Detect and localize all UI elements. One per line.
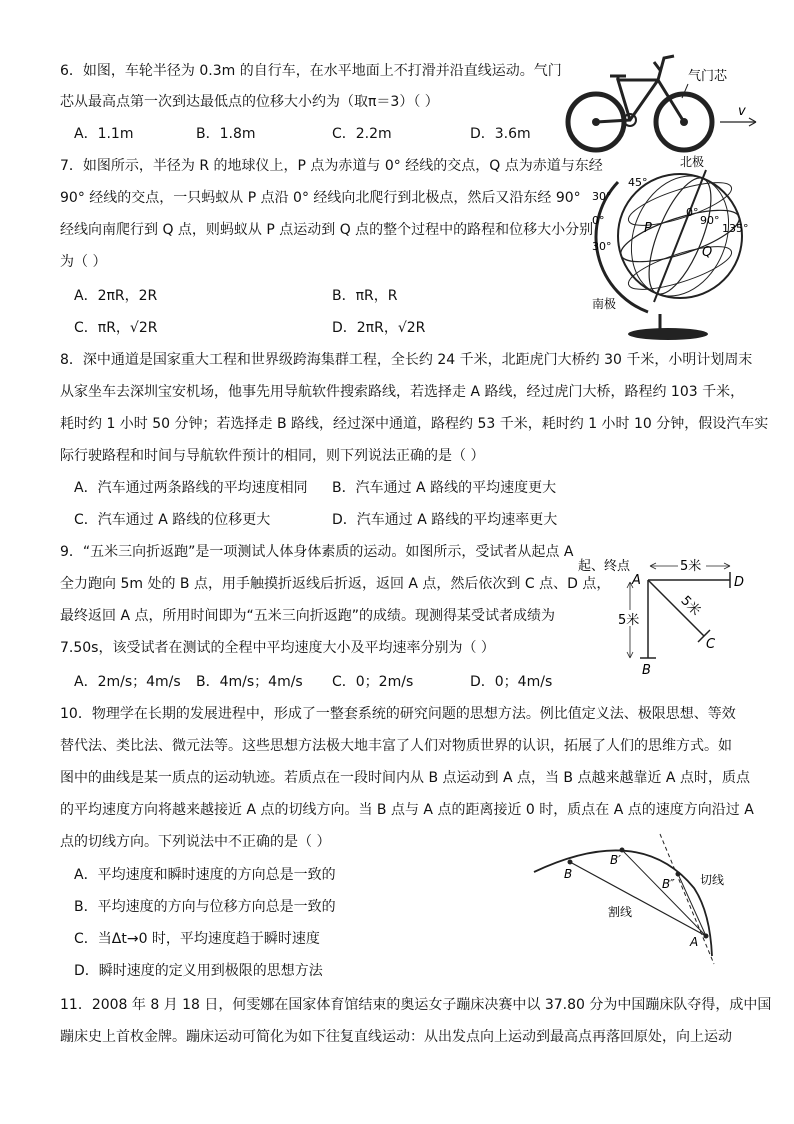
trajectory-figure: [530, 830, 760, 970]
q9-stem-line-4: 7.50s，该受试者在测试的全程中平均速度大小及平均速率分别为（ ）: [60, 640, 495, 656]
point-p-label: P: [644, 221, 652, 236]
lon-0-label: 0°: [686, 206, 699, 219]
q6-option-d[interactable]: D．3.6m: [470, 126, 531, 142]
point-a-label: A: [690, 935, 699, 949]
q8-stem-line-3: 耗时约 1 小时 50 分钟；若选择走 B 路线，经过深中通道，路程约 53 千米，耗时约 1 小时 10 分钟，假设汽车实: [60, 416, 769, 432]
q8-option-d[interactable]: D．汽车通过 A 路线的平均速率更大: [332, 512, 558, 528]
tangent-label: 切线: [700, 873, 725, 887]
lat-0-label: 0°: [592, 214, 605, 227]
lat-30-south-label: 30°: [592, 240, 612, 253]
q6-stem-line-1: 6．如图，车轮半径为 0.3m 的自行车，在水平地面上不打滑并沿直线运动。气门: [60, 63, 562, 79]
valve-label: 气门芯: [688, 69, 728, 84]
length-ab-label: 5米: [618, 613, 640, 628]
q8-stem-line-2: 从家坐车去深圳宝安机场，他事先用导航软件搜索路线，若选择走 A 路线，经过虎门大桥，路程约 103 千米，: [60, 384, 745, 400]
q10-stem-line-2: 替代法、类比法、微元法等。这些思想方法极大地丰富了人们对物质世界的认识，拓展了人们的思维方式。如: [60, 738, 732, 754]
q8-option-a[interactable]: A．汽车通过两条路线的平均速度相同: [74, 480, 308, 496]
tangent-line: [660, 834, 714, 964]
q9-stem-line-1: 9．“五米三向折返跑”是一项测试人体身体素质的运动。如图所示，受试者从起点 A: [60, 544, 574, 560]
point-d-label: D: [734, 575, 745, 590]
q10-option-c[interactable]: C．当Δt→0 时，平均速度趋于瞬时速度: [74, 931, 320, 947]
north-pole-label: 北极: [680, 155, 705, 169]
q8-option-b[interactable]: B．汽车通过 A 路线的平均速度更大: [332, 480, 557, 496]
q11-stem-line-2: 蹦床史上首枚金牌。蹦床运动可简化为如下往复直线运动：从出发点向上运动到最高点再落回原处，向上运动: [60, 1029, 732, 1045]
point-b-prime-label: B′: [610, 853, 621, 867]
q10-stem-line-4: 的平均速度方向将越来越接近 A 点的切线方向。当 B 点与 A 点的距离接近 0 时，质点在 A 点的速度方向沿过 A: [60, 802, 754, 818]
secant-b-a: [570, 862, 706, 936]
q6-option-c[interactable]: C．2.2m: [332, 126, 392, 142]
q6-option-a[interactable]: A．1.1m: [74, 126, 134, 142]
point-b-label: B: [564, 867, 573, 881]
south-pole-label: 南极: [592, 297, 617, 311]
q10-stem-line-5: 点的切线方向。下列说法中不正确的是（ ）: [60, 834, 331, 850]
q8-stem-line-4: 际行驶路程和时间与导航软件预计的相同，则下列说法正确的是（ ）: [60, 448, 485, 464]
q7-option-a[interactable]: A．2πR，2R: [74, 288, 158, 304]
q7-stem-line-1: 7．如图所示，半径为 R 的地球仪上，P 点为赤道与 0° 经线的交点，Q 点为赤道与东经: [60, 158, 603, 174]
q9-stem-line-3: 最终返回 A 点，所用时间即为“五米三向折返跑”的成绩。现测得某受试者成绩为: [60, 608, 555, 624]
lat-30-north-label: 30°: [592, 190, 612, 203]
q7-stem-line-3: 经线向南爬行到 Q 点，则蚂蚁从 P 点运动到 Q 点的整个过程中的路程和位移大小分别: [60, 222, 594, 238]
point-b-double-prime-label: B″: [662, 877, 675, 891]
lon-90-label: 90°: [700, 214, 720, 227]
q10-option-b[interactable]: B．平均速度的方向与位移方向总是一致的: [74, 899, 336, 915]
bike-frame: [596, 80, 684, 122]
q10-option-d[interactable]: D．瞬时速度的定义用到极限的思想方法: [74, 963, 323, 979]
q8-stem-line-1: 8．深中通道是国家重大工程和世界级跨海集群工程，全长约 24 千米，北距虎门大桥约 30 千米，小明计划周末: [60, 352, 753, 368]
q9-option-d[interactable]: D．0；4m/s: [470, 674, 553, 690]
lon-45-label: 45°: [628, 176, 648, 189]
q11-stem-line-1: 11．2008 年 8 月 18 日，何雯娜在国家体育馆结束的奥运女子蹦床决赛中以 37.80 分为中国蹦床队夺得，成中国: [60, 997, 772, 1013]
point-a-label: A: [632, 573, 641, 588]
lon-135-label: 135°: [722, 222, 749, 235]
q8-option-c[interactable]: C．汽车通过 A 路线的位移更大: [74, 512, 271, 528]
q9-stem-line-2: 全力跑向 5m 处的 B 点，用手触摸折返线后折返，返回 A 点，然后依次到 C 点、D 点，: [60, 576, 611, 592]
q7-option-d[interactable]: D．2πR，√2R: [332, 320, 426, 336]
point-c-label: C: [706, 637, 716, 652]
secant-label: 割线: [608, 905, 633, 919]
length-ad-label: 5米: [680, 559, 702, 574]
bicycle-figure: [560, 50, 760, 156]
q7-stem-line-4: 为（ ）: [60, 254, 107, 270]
q7-option-c[interactable]: C．πR，√2R: [74, 320, 158, 336]
q7-option-b[interactable]: B．πR，R: [332, 288, 398, 304]
globe-figure: [588, 152, 758, 342]
q7-stem-line-2: 90° 经线的交点，一只蚂蚁从 P 点沿 0° 经线向北爬行到北极点，然后又沿东经 90°: [60, 190, 581, 206]
point-b-label: B: [642, 663, 651, 676]
q6-option-b[interactable]: B．1.8m: [196, 126, 256, 142]
globe-stand: [628, 328, 708, 340]
q9-option-a[interactable]: A．2m/s；4m/s: [74, 674, 181, 690]
shuttle-run-figure: [578, 552, 754, 676]
start-end-label: 起、终点: [578, 559, 631, 574]
q6-stem-line-2: 芯从最高点第一次到达最低点的位移大小约为（取π＝3）（ ）: [60, 94, 439, 110]
q10-option-a[interactable]: A．平均速度和瞬时速度的方向总是一致的: [74, 867, 336, 883]
q10-stem-line-3: 图中的曲线是某一质点的运动轨迹。若质点在一段时间内从 B 点运动到 A 点，当 B 点越来越靠近 A 点时，质点: [60, 770, 750, 786]
length-ac-label: 5米: [677, 593, 704, 620]
trajectory-curve: [534, 850, 712, 956]
q10-stem-line-1: 10．物理学在长期的发展进程中，形成了一整套系统的研究问题的思想方法。例比值定义法、极限思想、等效: [60, 706, 736, 722]
q9-option-b[interactable]: B．4m/s；4m/s: [196, 674, 303, 690]
velocity-label: v: [738, 104, 746, 119]
point-q-label: Q: [702, 245, 713, 260]
q9-option-c[interactable]: C．0；2m/s: [332, 674, 414, 690]
